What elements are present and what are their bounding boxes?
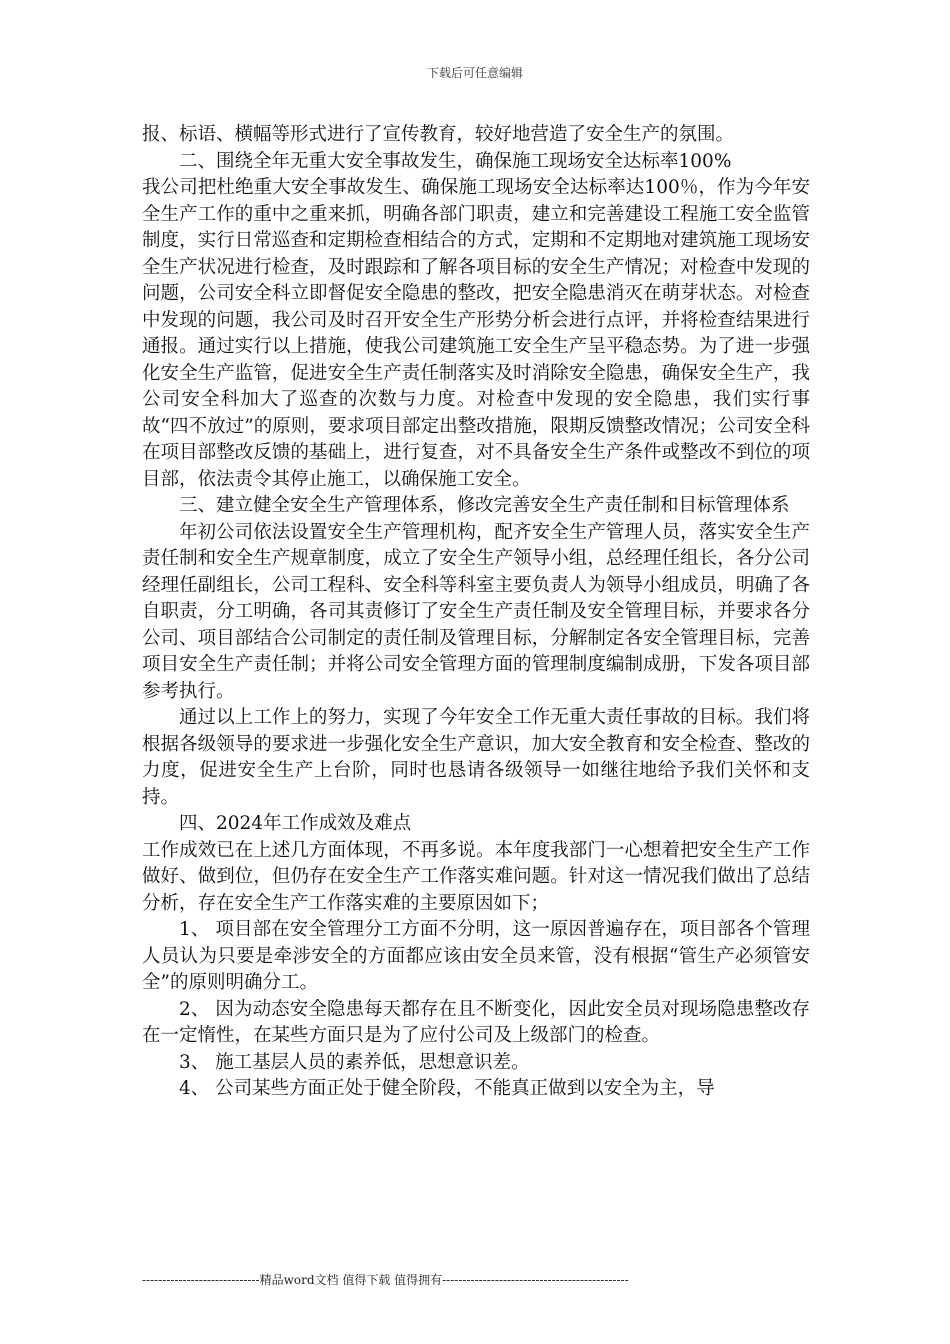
paragraph: 工作成效已在上述几方面体现，不再多说。本年度我部门一心想着把安全生产工作做好、做到位，但仍存在安全生产工作落实难问题。针对这一情况我们做出了总结分析，存在安全生产工作落实难的主要原因如下； [142,839,810,914]
paragraph: 我公司把杜绝重大安全事故发生、确保施工现场安全达标率达100％，作为今年安全生产工作的重中之重来抓，明确各部门职责，建立和完善建设工程施工安全监管制度，实行日常巡查和定期检查相结合的方式，定期和不定期地对建筑施工现场安全生产状况进行检查，及时跟踪和了解各项目标的安全生产情况；对检查中发现的问题，公司安全科立即督促安全隐患的整改，把安全隐患消灭在萌芽状态。对检查中发现的问题，我公司及时召开安全生产形势分析会进行点评，并将检查结果进行通报。通过实行以上措施，使我公司建筑施工安全生产呈平稳态势。为了进一步强化安全生产监管，促进安全生产责任制落实及时消除安全隐患，确保安全生产，我公司安全科加大了巡查的次数与力度。对检查中发现的安全隐患，我们实行事故“四不放过”的原则，要求项目部定出整改措施，限期反馈整改情况；公司安全科在项目部整改反馈的基础上，进行复查，对不具备安全生产条件或整改不到位的项目部，依法责令其停止施工，以确保施工安全。 [142,177,810,490]
section-heading-3: 三、建立健全安全生产管理体系，修改完善安全生产责任制和目标管理体系 [179,495,790,516]
page-header: 下载后可任意编辑 [426,66,523,80]
paragraph: 年初公司依法设置安全生产管理机构，配齐安全生产管理人员，落实安全生产责任制和安全生产规章制度，成立了安全生产领导小组，总经理任组长，各分公司经理任副组长，公司工程科、安全科等科室主要负责人为领导小组成员，明确了各自职责，分工明确，各司其责修订了安全生产责任制及安全管理目标，并要求各分公司、项目部结合公司制定的责任制及管理目标，分解制定各安全管理目标，完善项目安全生产责任制；并将公司安全管理方面的管理制度编制成册，下发各项目部参考执行。 [142,521,810,702]
section-heading-4: 四、2024年工作成效及难点 [179,813,412,834]
document-body [142,122,810,1103]
list-item: 4、 公司某些方面正处于健全阶段，不能真正做到以安全为主，导 [179,1078,715,1099]
paragraph: 通过以上工作上的努力，实现了今年安全工作无重大责任事故的目标。我们将根据各级领导的要求进一步强化安全生产意识，加大安全教育和安全检查、整改的力度，促进安全生产上台阶，同时也恳请各级领导一如继往地给予我们关怀和支持。 [142,707,810,808]
list-item: 3、 施工基层人员的素养低，思想意识差。 [179,1051,530,1073]
paragraph: 报、标语、横幅等形式进行了宣传教育，较好地营造了安全生产的氛围。 [142,124,735,145]
list-item: 1、 项目部在安全管理分工方面不分明，这一原因普遍存在，项目部各个管理人员认为只要是牵涉安全的方面都应该由安全员来管，没有根据“管生产必须管安全”的原则明确分工。 [142,919,810,993]
page-footer: -----------------------------精品word文档 值得下载 值得拥有---------------------------------------------- [142,1273,629,1287]
list-item: 2、 因为动态安全隐患每天都存在且不断变化，因此安全员对现场隐患整改存在一定惰性，在某些方面只是为了应付公司及上级部门的检查。 [142,998,810,1046]
section-heading-2: 二、围绕全年无重大安全事故发生，确保施工现场安全达标率100% [179,150,732,172]
